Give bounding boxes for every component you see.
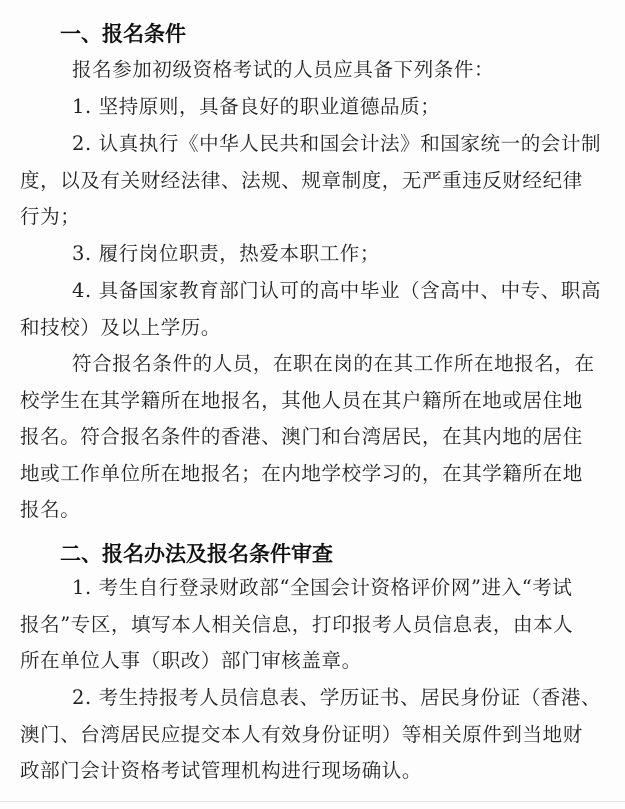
condition-item-4 [20, 273, 605, 346]
text-line: 报名。符合报名条件的香港、澳门和台湾居民，在其内地的居住 [20, 425, 583, 448]
text-line: 所在单位人事（职改）部门审核盖章。 [20, 649, 362, 672]
condition-item-1 [20, 89, 605, 126]
text-line: 和技校）及以上学历。 [20, 315, 222, 339]
text-line: 地或工作单位所在地报名；在内地学校学习的，在其学籍所在地 [20, 461, 583, 485]
condition-item-3 [20, 236, 605, 273]
text-line: 报名参加初级资格考试的人员应具备下列条件： [72, 58, 495, 81]
text-line: 符合报名条件的人员，在职在岗的在其工作所在地报名，在 [72, 352, 595, 375]
method-item-1 [20, 570, 605, 680]
text-line: 2. 考生持报考人员信息表、学历证书、居民身份证（香港、 [72, 686, 602, 709]
text-line: 1. 考生自行登录财政部“全国会计资格评价网”进入“考试 [72, 576, 573, 599]
section-1-intro [20, 52, 605, 89]
text-line: 2. 认真执行《中华人民共和国会计法》和国家统一的会计制 [72, 132, 602, 155]
text-line: 校学生在其学籍所在地报名，其他人员在其户籍所在地或居住地 [20, 388, 583, 412]
text-line: 1. 坚持原则，具备良好的职业道德品质； [72, 95, 441, 118]
method-item-2 [20, 680, 605, 790]
text-line: 度，以及有关财经法律、法规、规章制度，无严重违反财经纪律 [20, 168, 583, 192]
registration-location-note [20, 346, 605, 529]
text-line: 3. 履行岗位职责，热爱本职工作； [72, 242, 381, 265]
text-line: 政部门会计资格考试管理机构进行现场确认。 [20, 759, 423, 782]
text-line: 报名”专区，填写本人相关信息，打印报考人员信息表，由本人 [20, 612, 574, 636]
text-line: 澳门、台湾居民应提交本人有效身份证明）等相关原件到当地财 [20, 722, 583, 746]
page-bottom-edge [0, 801, 625, 802]
text-line: 4. 具备国家教育部门认可的高中毕业（含高中、中专、职高 [72, 279, 602, 302]
condition-item-2 [20, 126, 605, 236]
text-line: 行为； [20, 205, 81, 228]
section-2-heading: 二、报名办法及报名条件审查 [60, 542, 333, 566]
section-1-heading: 一、报名条件 [60, 22, 186, 46]
text-line: 报名。 [20, 498, 81, 521]
